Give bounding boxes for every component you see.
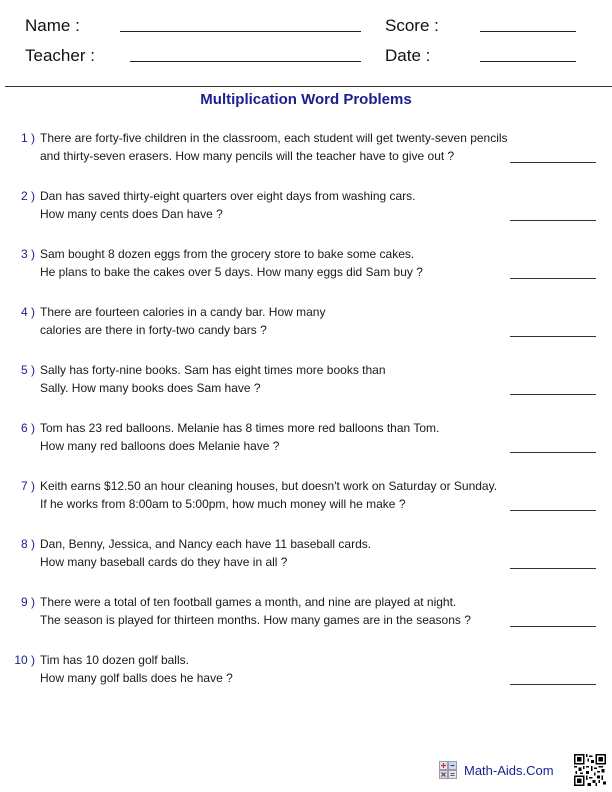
teacher-field[interactable] xyxy=(130,61,361,62)
problem-text-line-1: Sally has forty-nine books. Sam has eight times more books than xyxy=(40,363,386,377)
problem-number: 10 ) xyxy=(14,653,35,667)
problem-number: 6 ) xyxy=(20,421,35,435)
problem-number: 7 ) xyxy=(20,479,35,493)
qr-code-icon xyxy=(574,754,606,786)
problem-text-line-1: There are forty-five children in the classroom, each student will get twenty-seven pencils xyxy=(40,131,508,145)
date-label: Date : xyxy=(385,46,431,65)
problem-text-line-2: and thirty-seven erasers. How many pencils will the teacher have to give out ? xyxy=(40,149,455,163)
problem-text-line-1: Dan has saved thirty-eight quarters over eight days from washing cars. xyxy=(40,189,416,203)
name-field[interactable] xyxy=(120,31,361,32)
problem-text-line-1: Tom has 23 red balloons. Melanie has 8 times more red balloons than Tom. xyxy=(40,421,440,435)
problem-number: 4 ) xyxy=(20,305,35,319)
teacher-label: Teacher : xyxy=(25,46,95,65)
calculator-icon xyxy=(439,761,457,779)
problem-item xyxy=(0,131,612,181)
problem-text-line-1: Keith earns $12.50 an hour cleaning houses, but doesn't work on Saturday or Sunday. xyxy=(40,479,498,493)
answer-blank[interactable] xyxy=(510,684,596,685)
answer-blank[interactable] xyxy=(510,162,596,163)
answer-blank[interactable] xyxy=(510,220,596,221)
answer-blank[interactable] xyxy=(510,394,596,395)
problem-item xyxy=(0,305,612,355)
answer-blank[interactable] xyxy=(510,452,596,453)
answer-blank[interactable] xyxy=(510,510,596,511)
header-divider xyxy=(5,86,612,87)
problem-text-line-2: calories are there in forty-two candy bars ? xyxy=(40,323,267,337)
problem-item xyxy=(0,189,612,239)
score-field[interactable] xyxy=(480,31,576,32)
problem-text-line-2: How many red balloons does Melanie have ? xyxy=(40,439,280,453)
problem-text-line-2: If he works from 8:00am to 5:00pm, how much money will he make ? xyxy=(40,497,406,511)
problem-item xyxy=(0,653,612,703)
problem-item xyxy=(0,363,612,413)
date-field[interactable] xyxy=(480,61,576,62)
problem-number: 9 ) xyxy=(20,595,35,609)
answer-blank[interactable] xyxy=(510,336,596,337)
name-label: Name : xyxy=(25,16,80,35)
problem-item xyxy=(0,421,612,471)
problem-item xyxy=(0,479,612,529)
problem-text-line-2: How many baseball cards do they have in all ? xyxy=(40,555,288,569)
brand-logo-text[interactable]: Math-Aids.Com xyxy=(464,763,554,778)
problem-text-line-1: Tim has 10 dozen golf balls. xyxy=(40,653,189,667)
problem-text-line-2: How many cents does Dan have ? xyxy=(40,207,223,221)
problem-text-line-2: How many golf balls does he have ? xyxy=(40,671,233,685)
problem-text-line-2: Sally. How many books does Sam have ? xyxy=(40,381,261,395)
problem-number: 5 ) xyxy=(20,363,35,377)
problem-item xyxy=(0,247,612,297)
page-title: Multiplication Word Problems xyxy=(200,91,412,108)
problem-number: 3 ) xyxy=(20,247,35,261)
answer-blank[interactable] xyxy=(510,278,596,279)
problem-text-line-1: Dan, Benny, Jessica, and Nancy each have 11 baseball cards. xyxy=(40,537,372,551)
problem-item xyxy=(0,595,612,645)
answer-blank[interactable] xyxy=(510,626,596,627)
problem-number: 2 ) xyxy=(20,189,35,203)
problem-item xyxy=(0,537,612,587)
problem-text-line-2: He plans to bake the cakes over 5 days. How many eggs did Sam buy ? xyxy=(40,265,423,279)
problem-text-line-1: There were a total of ten football games a month, and nine are played at night. xyxy=(40,595,457,609)
problem-number: 8 ) xyxy=(20,537,35,551)
problem-number: 1 ) xyxy=(20,131,35,145)
problem-text-line-1: There are fourteen calories in a candy bar. How many xyxy=(40,305,326,319)
answer-blank[interactable] xyxy=(510,568,596,569)
score-label: Score : xyxy=(385,16,439,35)
problem-text-line-1: Sam bought 8 dozen eggs from the grocery store to bake some cakes. xyxy=(40,247,415,261)
problem-text-line-2: The season is played for thirteen months. How many games are in the seasons ? xyxy=(40,613,471,627)
